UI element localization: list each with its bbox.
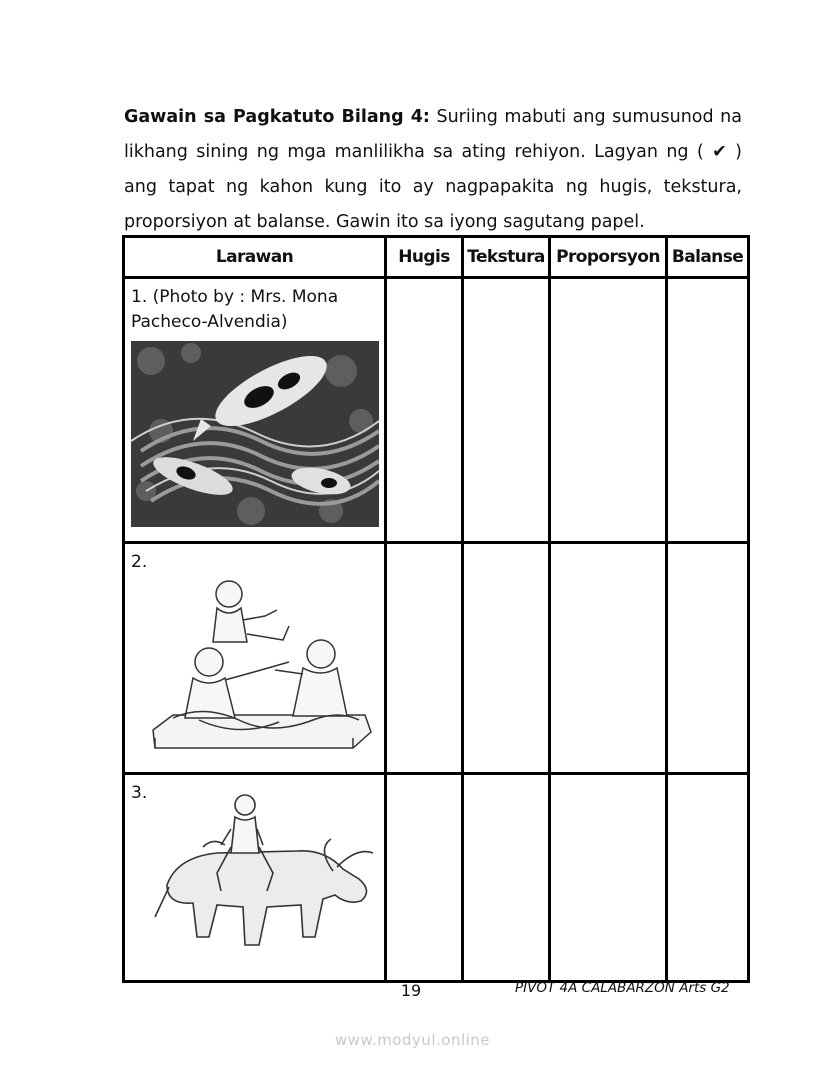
item-label: 1. (Photo by : Mrs. Mona Pacheco-Alvendia) (131, 287, 339, 332)
hugis-checkbox-cell[interactable] (386, 543, 463, 774)
boy-on-carabao-sculpture-image (147, 787, 377, 965)
instructions (124, 100, 742, 240)
proporsyon-checkbox-cell[interactable] (550, 774, 667, 982)
footer-source: PIVOT 4A CALABARZON Arts G2 (515, 980, 730, 996)
larawan-cell (124, 774, 386, 982)
proporsyon-checkbox-cell[interactable] (550, 543, 667, 774)
hugis-checkbox-cell[interactable] (386, 774, 463, 982)
larawan-cell (124, 543, 386, 774)
header-tekstura: Tekstura (463, 237, 550, 278)
proporsyon-checkbox-cell[interactable] (550, 278, 667, 543)
hugis-checkbox-cell[interactable] (386, 278, 463, 543)
table-row (124, 774, 749, 982)
activity-heading: Gawain sa Pagkatuto Bilang 4: (124, 107, 430, 127)
table-row (124, 543, 749, 774)
item-label: 3. (131, 783, 148, 803)
balanse-checkbox-cell[interactable] (667, 774, 749, 982)
header-balanse: Balanse (667, 237, 749, 278)
table-row (124, 278, 749, 543)
table-header-row (124, 237, 749, 278)
tekstura-checkbox-cell[interactable] (463, 774, 550, 982)
header-hugis: Hugis (386, 237, 463, 278)
balanse-checkbox-cell[interactable] (667, 543, 749, 774)
koi-fish-painting-image (131, 341, 379, 527)
header-proporsyon: Proporsyon (550, 237, 667, 278)
children-playing-sculpture-image (143, 570, 375, 766)
balanse-checkbox-cell[interactable] (667, 278, 749, 543)
watermark: www.modyul.online (334, 1031, 491, 1049)
tekstura-checkbox-cell[interactable] (463, 543, 550, 774)
item-label: 2. (131, 552, 148, 572)
header-larawan: Larawan (124, 237, 386, 278)
activity-table (122, 235, 750, 983)
larawan-cell (124, 278, 386, 543)
page-number: 19 (400, 981, 422, 1000)
tekstura-checkbox-cell[interactable] (463, 278, 550, 543)
activity-instructions-text: Suriing mabuti ang sumusunod na likhang sining ng mga manlilikha sa ating rehiyon. Lagyan ng ( ✔ ) ang tapat ng kahon kung ito ay nagpapakita ng hugis, tekstura, proporsiyon at balanse. Gawin ito sa iyong sagutang papel. (124, 107, 742, 232)
